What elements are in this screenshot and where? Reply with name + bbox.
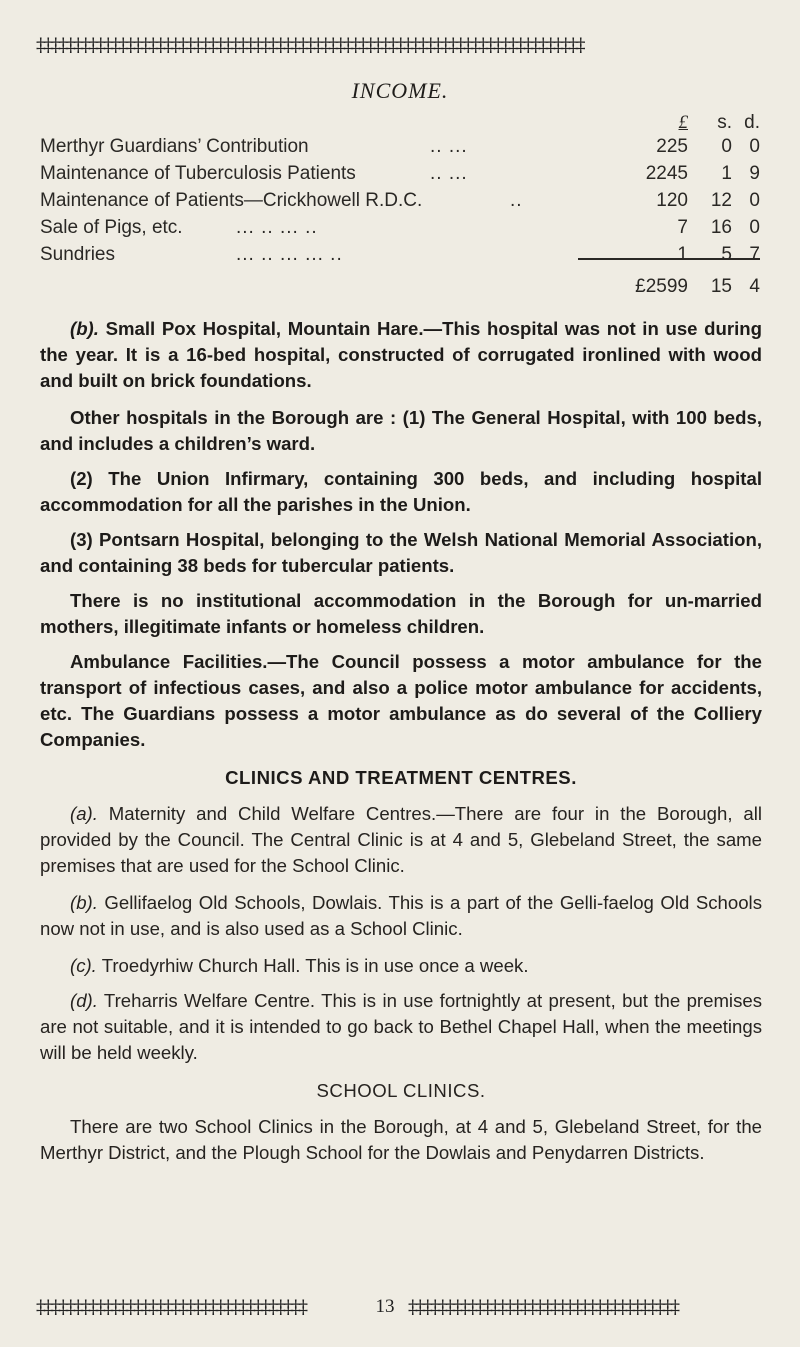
paragraph-clinic-c xyxy=(40,953,762,979)
paragraph-text: Treharris Welfare Centre. This is in use fortnightly at present, but the premises are not suitable, and it is intended to go back to Bethel Chapel Hall, when the meetings will be held weekly. xyxy=(40,990,762,1063)
paragraph-pontsarn-hospital: (3) Pontsarn Hospital, belonging to the Welsh National Memorial Association, and containing 38 beds for tubercular patients. xyxy=(40,529,762,576)
footer-ornament-right: ‡‡‡‡‡‡‡‡‡‡‡‡‡‡‡‡‡‡‡‡‡‡‡‡‡‡‡‡‡‡‡‡‡‡‡‡ xyxy=(408,1296,678,1318)
ledger-shillings: 1 xyxy=(721,163,732,184)
paragraph-lead: (b). xyxy=(70,892,98,913)
ledger-pence: 0 xyxy=(749,190,760,211)
ledger-pence: 9 xyxy=(749,163,760,184)
paragraph-clinic-a xyxy=(40,801,762,879)
paragraph-ambulance: Ambulance Facilities.—The Council possess a motor ambulance for the transport of infectious cases, and also a police motor ambulance for accidents, etc. The Guardians possess a motor ambulance as do several of the Colliery Companies. xyxy=(40,651,762,750)
ledger-label: Maintenance of Patients—Crickhowell R.D.C. xyxy=(40,190,423,211)
total-rule xyxy=(578,258,760,260)
paragraph-text: Troedyrhiw Church Hall. This is in use once a week. xyxy=(96,955,529,976)
ledger-shillings: 12 xyxy=(710,190,732,211)
income-title: INCOME. xyxy=(351,78,449,103)
footer-ornament-left: ‡‡‡‡‡‡‡‡‡‡‡‡‡‡‡‡‡‡‡‡‡‡‡‡‡‡‡‡‡‡‡‡‡‡‡‡ xyxy=(36,1296,306,1318)
ledger-leader: ... .. ... ... .. xyxy=(236,244,343,265)
ledger-label: Maintenance of Tuberculosis Patients xyxy=(40,163,356,184)
paragraph-lead: (d). xyxy=(70,990,98,1011)
ledger-pounds: 7 xyxy=(677,217,688,238)
ledger-row xyxy=(40,163,760,190)
ledger-row xyxy=(40,136,760,163)
pence-header: d. xyxy=(744,112,760,133)
ledger-label: Sale of Pigs, etc. xyxy=(40,217,183,238)
ledger-label: Sundries xyxy=(40,244,115,265)
ledger-header xyxy=(40,112,760,136)
ledger-pounds: 1 xyxy=(677,244,688,265)
paragraph-text: Small Pox Hospital, Mountain Hare.—This hospital was not in use during the year. It is a 16-bed hospital, constructed of corrugated ironlined with wood and built on brick foundations. xyxy=(40,318,762,391)
income-ledger xyxy=(40,112,760,271)
total-pounds: £2599 xyxy=(635,276,688,297)
paragraph-small-pox-hospital xyxy=(40,316,762,394)
ledger-leader: .. ... xyxy=(430,136,468,157)
ledger-shillings: 0 xyxy=(721,136,732,157)
body-text xyxy=(40,316,762,1177)
paragraph-lead: (a). xyxy=(70,803,98,824)
ledger-leader: ... .. ... .. xyxy=(236,217,318,238)
paragraph-union-infirmary: (2) The Union Infirmary, containing 300 beds, and including hospital accommodation for all the parishes in the Union. xyxy=(40,468,762,515)
page-number: 13 xyxy=(375,1296,395,1317)
ledger-leader: .. xyxy=(510,190,523,211)
pounds-header: £ xyxy=(678,112,688,133)
paragraph-lead: (c). xyxy=(70,955,97,976)
ledger-shillings: 16 xyxy=(710,217,732,238)
ledger-pounds: 120 xyxy=(656,190,688,211)
total-pence: 4 xyxy=(749,276,760,297)
ledger-pounds: 2245 xyxy=(645,163,688,184)
ledger-pence: 7 xyxy=(749,244,760,265)
ledger-row xyxy=(40,217,760,244)
paragraph-text: Maternity and Child Welfare Centres.—There are four in the Borough, all provided by the Council. The Central Clinic is at 4 and 5, Glebeland Street, the same premises that are used for the School Clinic. xyxy=(40,803,762,876)
total-shillings: 15 xyxy=(710,276,732,297)
ledger-total xyxy=(40,276,760,303)
ledger-pence: 0 xyxy=(749,136,760,157)
ledger-pounds: 225 xyxy=(656,136,688,157)
top-ornament-rule: ‡‡‡‡‡‡‡‡‡‡‡‡‡‡‡‡‡‡‡‡‡‡‡‡‡‡‡‡‡‡‡‡‡‡‡‡‡‡‡‡‡‡‡‡‡‡‡‡‡‡‡‡‡‡‡‡‡‡‡‡‡‡‡‡‡‡‡‡‡‡‡‡‡ xyxy=(36,34,584,56)
heading-school-clinics: SCHOOL CLINICS. xyxy=(316,1080,486,1101)
shillings-header: s. xyxy=(717,112,732,133)
ledger-shillings: 5 xyxy=(721,244,732,265)
page-footer xyxy=(36,1296,764,1322)
paragraph-no-accommodation: There is no institutional accommodation in the Borough for un-married mothers, illegitimate infants or homeless children. xyxy=(40,590,762,637)
paragraph-clinic-d xyxy=(40,988,762,1066)
paragraph-school-clinics: There are two School Clinics in the Borough, at 4 and 5, Glebeland Street, for the Merthyr District, and the Plough School for the Dowlais and Penydarren Districts. xyxy=(40,1116,762,1163)
paragraph-other-hospitals: Other hospitals in the Borough are : (1) The General Hospital, with 100 beds, and includes a children’s ward. xyxy=(40,407,762,454)
ledger-label: Merthyr Guardians’ Contribution xyxy=(40,136,309,157)
heading-clinics: CLINICS AND TREATMENT CENTRES. xyxy=(225,767,577,788)
ledger-pence: 0 xyxy=(749,217,760,238)
paragraph-lead: (b). xyxy=(70,318,99,339)
ledger-row xyxy=(40,190,760,217)
paragraph-clinic-b xyxy=(40,890,762,942)
ledger-leader: .. ... xyxy=(430,163,468,184)
paragraph-text: Gellifaelog Old Schools, Dowlais. This is a part of the Gelli-faelog Old Schools now not in use, and is also used as a School Clinic. xyxy=(40,892,762,939)
